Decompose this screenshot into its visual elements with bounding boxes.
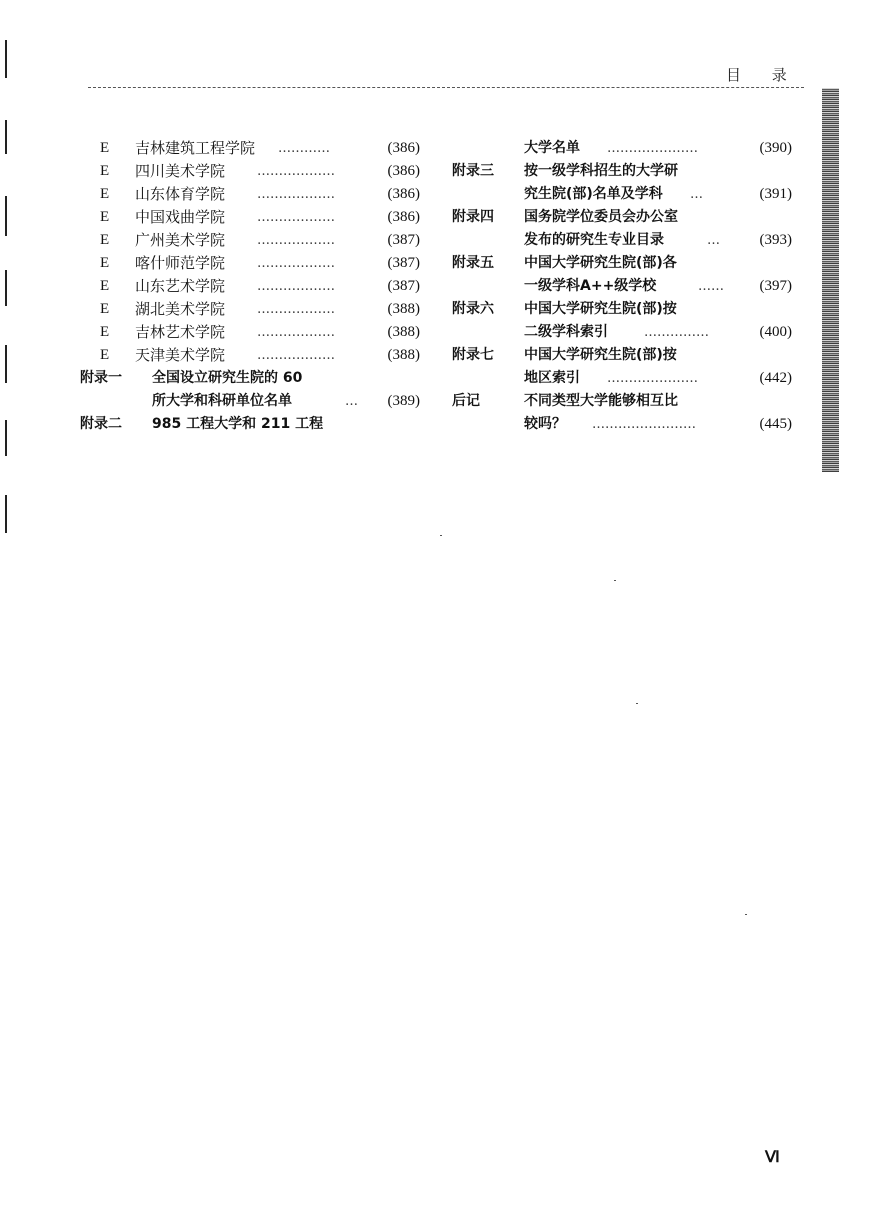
leader-dots: … [707,233,720,248]
toc-appendix-row[interactable] [80,390,420,413]
page-number: (442) [759,370,792,386]
scan-edge-mark [5,345,7,383]
toc-school-row[interactable] [80,321,420,344]
appendix-title-line: 全国设立研究生院的 60 [152,370,303,386]
appendix-label: 附录四 [452,209,494,225]
appendix-title-line: 一级学科A++级学校 [524,278,657,294]
postscript-title-line: 较吗？ [524,416,566,432]
toc-appendix-row[interactable] [80,367,420,390]
appendix-title-line: 究生院(部)名单及学科 [524,186,663,202]
page-number: (393) [759,232,792,248]
scan-speck [440,535,442,536]
page-number: (386) [387,209,420,225]
toc-school-row[interactable] [80,229,420,252]
toc-school-row[interactable] [80,344,420,367]
appendix-title-line: 大学名单 [524,140,580,156]
toc-appendix-row[interactable] [452,344,792,367]
grade-letter: E [100,324,110,340]
appendix-label: 附录五 [452,255,494,271]
school-name: 天津美术学院 [135,346,226,364]
grade-letter: E [100,163,110,179]
grade-letter: E [100,301,110,317]
school-name: 湖北美术学院 [135,300,226,318]
leader-dots: ………………… [607,371,698,386]
appendix-title-line: 国务院学位委员会办公室 [524,209,678,225]
appendix-title-line: 985 工程大学和 211 工程 [152,416,324,432]
appendix-title-line: 按一级学科招生的大学研 [524,163,678,179]
toc-school-row[interactable] [80,183,420,206]
school-name: 广州美术学院 [135,231,226,249]
grade-letter: E [100,347,110,363]
page-number: (386) [387,186,420,202]
appendix-title-line: 发布的研究生专业目录 [524,232,664,248]
toc-appendix-row[interactable] [452,160,792,183]
grade-letter: E [100,232,110,248]
scan-edge-mark [5,270,7,306]
toc-appendix-row[interactable] [452,275,792,298]
leader-dots: ……………… [257,210,335,225]
scan-edge-band [822,88,839,472]
appendix-label: 附录三 [452,163,494,179]
page-number: (386) [387,163,420,179]
page-number: (390) [759,140,792,156]
toc-appendix-row[interactable] [80,413,420,436]
grade-letter: E [100,209,110,225]
page-number: (388) [387,347,420,363]
toc-appendix-row[interactable] [452,298,792,321]
scan-edge-mark [5,40,7,78]
appendix-title-line: 中国大学研究生院(部)按 [524,301,677,317]
leader-dots: … [345,394,358,409]
toc-appendix-row[interactable] [452,252,792,275]
appendix-label: 附录六 [452,301,494,317]
appendix-title-line: 中国大学研究生院(部)按 [524,347,677,363]
grade-letter: E [100,186,110,202]
appendix-title-line: 中国大学研究生院(部)各 [524,255,677,271]
leader-dots: ……………… [257,348,335,363]
toc-appendix-row[interactable] [452,206,792,229]
toc-school-row[interactable] [80,160,420,183]
scan-speck [614,580,616,581]
grade-letter: E [100,140,110,156]
page-number: (388) [387,301,420,317]
leader-dots: …… [698,279,724,294]
appendix-label: 附录二 [80,416,122,432]
leader-dots: … [690,187,703,202]
leader-dots: ……………… [257,187,335,202]
scan-speck [745,914,747,915]
leader-dots: …………… [644,325,709,340]
toc-school-row[interactable] [80,275,420,298]
toc-school-row[interactable] [80,298,420,321]
page-number: (397) [759,278,792,294]
page-number: (388) [387,324,420,340]
toc-postscript-row[interactable] [452,390,792,413]
toc-appendix-row[interactable] [452,183,792,206]
page-number: (387) [387,255,420,271]
leader-dots: ……………… [257,279,335,294]
appendix-title-line: 地区索引 [524,370,580,386]
page-number: (387) [387,278,420,294]
school-name: 喀什师范学院 [135,254,226,272]
school-name: 吉林艺术学院 [135,323,226,341]
leader-dots: ………………… [607,141,698,156]
school-name: 吉林建筑工程学院 [135,139,256,157]
page-folio: Ⅵ [765,1149,780,1166]
toc-appendix-row[interactable] [452,229,792,252]
appendix-label: 附录七 [452,347,494,363]
school-name: 山东体育学院 [135,185,226,203]
page-number: (400) [759,324,792,340]
appendix-title-line: 所大学和科研单位名单 [152,393,292,409]
leader-dots: ……………… [257,164,335,179]
page-number: (387) [387,232,420,248]
toc-appendix-row[interactable] [452,367,792,390]
leader-dots: ……………… [257,256,335,271]
toc-school-row[interactable] [80,206,420,229]
toc-left-column [80,137,420,436]
toc-postscript-row[interactable] [452,413,792,436]
postscript-title-line: 不同类型大学能够相互比 [524,393,678,409]
school-name: 四川美术学院 [135,162,226,180]
scan-speck [636,703,638,704]
leader-dots: ………… [278,141,330,156]
toc-appendix-row[interactable] [452,321,792,344]
scan-edge-mark [5,495,7,533]
grade-letter: E [100,278,110,294]
page-number: (386) [387,140,420,156]
appendix-label: 附录一 [80,370,122,386]
leader-dots: …………………… [592,417,696,432]
toc-right-column [452,137,792,436]
header-rule [88,87,804,88]
school-name: 山东艺术学院 [135,277,226,295]
leader-dots: ……………… [257,325,335,340]
toc-appendix-row[interactable] [452,137,792,160]
page-number: (445) [759,416,792,432]
postscript-label: 后记 [452,393,480,409]
page-number: (391) [759,186,792,202]
toc-school-row[interactable] [80,252,420,275]
leader-dots: ……………… [257,302,335,317]
toc-school-row[interactable] [80,137,420,160]
page-header-title: 目 录 [726,66,787,84]
school-name: 中国戏曲学院 [135,208,226,226]
page-number: (389) [387,393,420,409]
appendix-title-line: 二级学科索引 [524,324,608,340]
scan-edge-mark [5,196,7,236]
scan-edge-mark [5,420,7,456]
leader-dots: ……………… [257,233,335,248]
grade-letter: E [100,255,110,271]
scan-edge-mark [5,120,7,154]
